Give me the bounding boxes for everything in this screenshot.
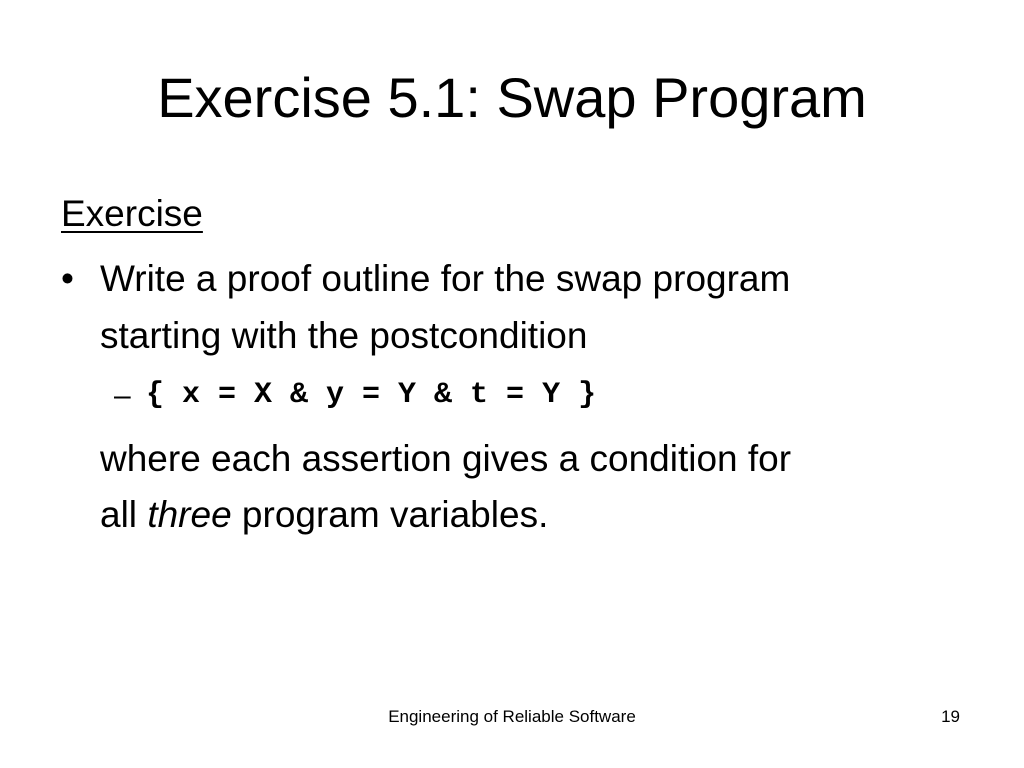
- footer-course-name: Engineering of Reliable Software: [388, 707, 636, 726]
- footer-page-number: 19: [941, 707, 960, 726]
- continuation-line-2: [100, 493, 548, 537]
- continuation-line-1: where each assertion gives a condition for: [100, 438, 792, 479]
- bullet-text-line-1: Write a proof outline for the swap program: [100, 258, 791, 299]
- bullet-text-line-2: starting with the postcondition: [100, 315, 588, 356]
- continuation-text-before: all: [100, 494, 148, 535]
- bullet-marker: •: [61, 258, 74, 299]
- section-heading: Exercise: [61, 193, 203, 234]
- continuation-text-after: program variables.: [231, 494, 549, 535]
- emphasized-word: three: [147, 494, 232, 535]
- postcondition-code: { x = X & y = Y & t = Y }: [146, 378, 597, 412]
- sub-bullet-dash: –: [114, 379, 131, 412]
- slide-title: Exercise 5.1: Swap Program: [157, 66, 867, 129]
